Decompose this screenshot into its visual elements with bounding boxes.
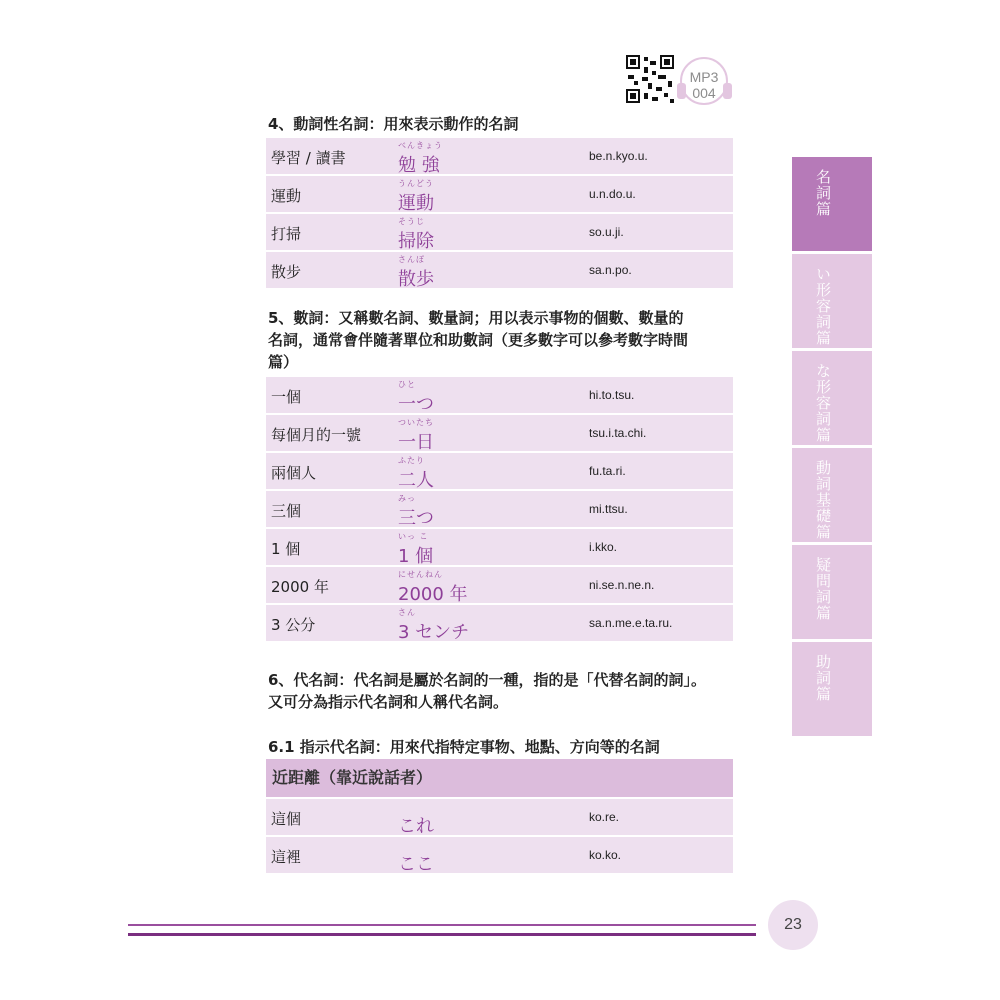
chinese-term: 運動	[271, 187, 302, 205]
chinese-term: 每個月的一號	[271, 426, 362, 444]
tab-label: い形容詞篇	[814, 266, 832, 346]
japanese-term: 運動	[398, 193, 434, 214]
furigana: にせんねん	[398, 570, 443, 579]
qr-code-icon	[624, 53, 676, 105]
section-4-heading: 4、動詞性名詞：用來表示動作的名詞	[268, 115, 519, 133]
furigana: さん	[398, 608, 416, 617]
heading-line: 又可分為指示代名詞和人稱代名詞。	[268, 693, 509, 711]
tab-i-adjective[interactable]	[792, 254, 872, 348]
chapter-tabs	[792, 157, 872, 739]
chinese-term: 這裡	[271, 848, 302, 866]
tab-label: 疑問詞篇	[814, 557, 832, 621]
tab-noun[interactable]	[792, 157, 872, 251]
table-row	[266, 415, 733, 451]
heading-line: 篇）	[268, 353, 299, 371]
romaji: mi.ttsu.	[589, 502, 628, 516]
romaji: ko.ko.	[589, 848, 622, 862]
chinese-term: 這個	[271, 810, 302, 828]
section-6-1-heading: 6.1 指示代名詞：用來代指特定事物、地點、方向等的名詞	[268, 738, 660, 756]
heading-line: 6、代名詞：代名詞是屬於名詞的一種，指的是「代替名詞的詞」。	[268, 671, 706, 689]
heading-line: 名詞，通常會伴隨著單位和助數詞（更多數字可以參考數字時間	[268, 331, 689, 349]
chinese-term: 打掃	[271, 225, 302, 243]
furigana: ついたち	[398, 418, 434, 427]
footer-rule	[128, 933, 756, 936]
section-5-heading	[268, 307, 688, 373]
romaji: sa.n.po.	[589, 263, 632, 277]
section-5-table	[266, 377, 733, 643]
japanese-term: 1 個	[398, 546, 434, 567]
furigana: そうじ	[398, 217, 425, 226]
track-number: 004	[692, 85, 716, 101]
tab-label: 動詞基礎篇	[814, 460, 832, 540]
table-row	[266, 453, 733, 489]
romaji: ni.se.n.ne.n.	[589, 578, 655, 592]
headphone-icon	[676, 57, 736, 107]
page-number: 23	[768, 900, 818, 950]
furigana: いっ こ	[398, 532, 429, 541]
japanese-term: 3 センチ	[398, 622, 470, 643]
furigana: べんきょう	[398, 141, 443, 150]
japanese-term: 二人	[398, 470, 434, 491]
table-subheader: 近距離（靠近說話者）	[266, 759, 733, 797]
chinese-term: 2000 年	[271, 578, 329, 596]
japanese-term: これ	[398, 816, 434, 837]
table-row	[266, 138, 733, 174]
furigana: うんどう	[398, 179, 434, 188]
table-row	[266, 529, 733, 565]
romaji: hi.to.tsu.	[589, 388, 635, 402]
romaji: be.n.kyo.u.	[589, 149, 648, 163]
table-row	[266, 377, 733, 413]
romaji: fu.ta.ri.	[589, 464, 626, 478]
japanese-term: 散歩	[398, 269, 434, 290]
japanese-term: 2000 年	[398, 584, 468, 605]
chinese-term: 散步	[271, 263, 302, 281]
tab-interrogative[interactable]	[792, 545, 872, 639]
footer-rule	[128, 924, 756, 926]
tab-label: な形容詞篇	[814, 363, 832, 443]
table-row	[266, 605, 733, 641]
furigana: みっ	[398, 494, 416, 503]
tab-na-adjective[interactable]	[792, 351, 872, 445]
tab-verb-basics[interactable]	[792, 448, 872, 542]
chinese-term: 兩個人	[271, 464, 317, 482]
japanese-term: 掃除	[398, 231, 434, 252]
romaji: ko.re.	[589, 810, 620, 824]
furigana: さんぽ	[398, 255, 425, 264]
romaji: tsu.i.ta.chi.	[589, 426, 647, 440]
table-row	[266, 837, 733, 873]
japanese-term: ここ	[398, 854, 434, 875]
japanese-term: 勉 強	[398, 155, 440, 176]
mp3-label: MP3	[689, 69, 719, 85]
section-6-heading	[268, 669, 706, 713]
japanese-term: 一つ	[398, 394, 434, 415]
chinese-term: 1 個	[271, 540, 301, 558]
japanese-term: 一日	[398, 432, 434, 453]
table-row	[266, 252, 733, 288]
furigana: ひと	[398, 380, 416, 389]
japanese-term: 三つ	[398, 508, 434, 529]
romaji: sa.n.me.e.ta.ru.	[589, 616, 673, 630]
tab-label: 名詞篇	[814, 169, 832, 217]
chinese-term: 一個	[271, 388, 302, 406]
romaji: so.u.ji.	[589, 225, 624, 239]
chinese-term: 學習 / 讀書	[271, 149, 346, 167]
heading-line: 5、數詞：又稱數名詞、數量詞；用以表示事物的個數、數量的	[268, 309, 684, 327]
tab-label: 助詞篇	[814, 654, 832, 702]
chinese-term: 3 公分	[271, 616, 316, 634]
table-row	[266, 799, 733, 835]
table-row	[266, 491, 733, 527]
section-6-1-table	[266, 759, 733, 875]
furigana: ふたり	[398, 456, 425, 465]
table-row	[266, 214, 733, 250]
section-4-table	[266, 138, 733, 290]
table-row	[266, 567, 733, 603]
tab-particle[interactable]	[792, 642, 872, 736]
romaji: i.kko.	[589, 540, 618, 554]
table-row	[266, 176, 733, 212]
chinese-term: 三個	[271, 502, 302, 520]
romaji: u.n.do.u.	[589, 187, 636, 201]
